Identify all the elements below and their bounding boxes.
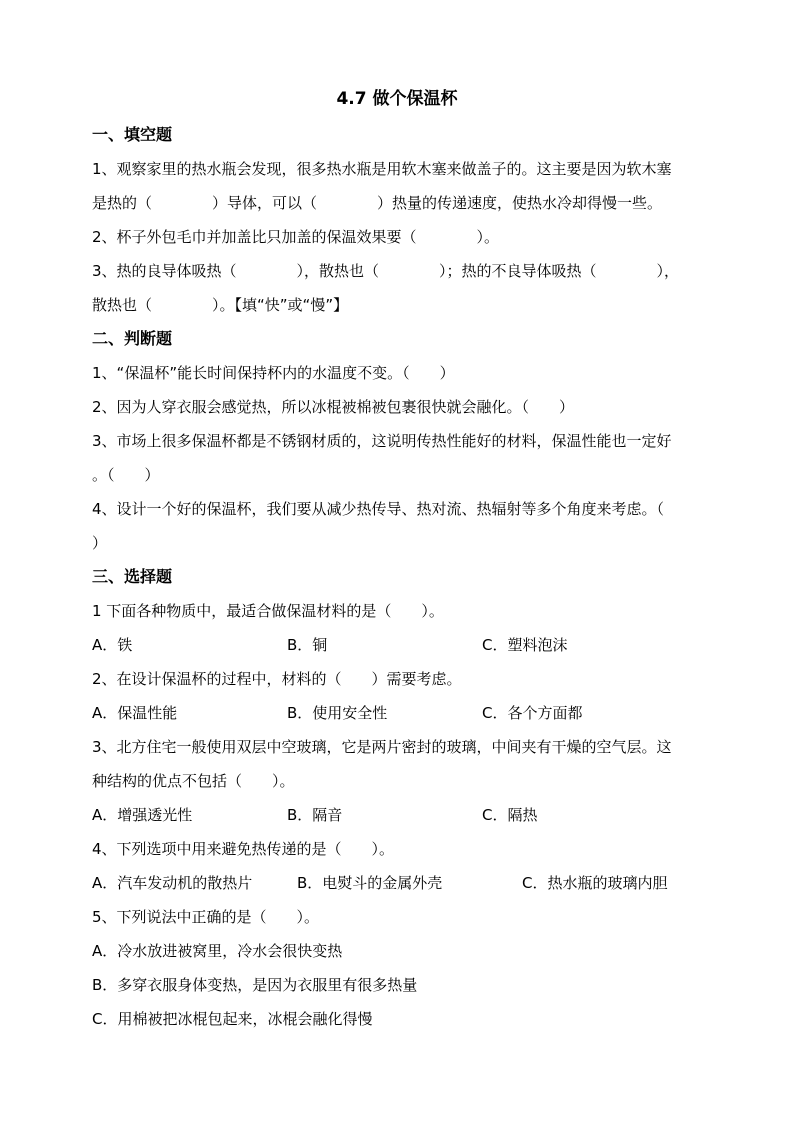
mc-q1-option-b: B．铜 (287, 636, 328, 654)
section-heading-true-false: 二、判断题 (92, 329, 173, 348)
mc-q1: 1 下面各种物质中，最适合做保温材料的是（ ）。 (92, 602, 444, 620)
fill-q3-line2: 散热也（ ）。【填“快”或“慢”】 (92, 296, 349, 314)
tf-q1: 1、“保温杯”能长时间保持杯内的水温度不变。（ ） (92, 364, 455, 382)
mc-q2-options (92, 696, 712, 730)
page-title: 4.7 做个保温杯 (336, 89, 458, 109)
mc-q5-option-c: C．用棉被把冰棍包起来，冰棍会融化得慢 (92, 1010, 373, 1028)
section-heading-fill-blank: 一、填空题 (92, 125, 173, 144)
tf-q3-line1: 3、市场上很多保温杯都是不锈钢材质的，这说明传热性能好的材料，保温性能也一定好 (92, 432, 672, 450)
mc-q3-line2: 种结构的优点不包括（ ）。 (92, 772, 295, 790)
tf-q4-line1: 4、设计一个好的保温杯，我们要从减少热传导、热对流、热辐射等多个角度来考虑。（ (92, 500, 665, 518)
mc-q5-option-a: A．冷水放进被窝里，冷水会很快变热 (92, 942, 343, 960)
mc-q5: 5、下列说法中正确的是（ ）。 (92, 908, 320, 926)
mc-q3-option-c: C．隔热 (482, 806, 538, 824)
mc-q3-option-b: B．隔音 (287, 806, 343, 824)
fill-q2: 2、杯子外包毛巾并加盖比只加盖的保温效果要（ ）。 (92, 228, 500, 246)
fill-q1-line1: 1、观察家里的热水瓶会发现，很多热水瓶是用软木塞来做盖子的。这主要是因为软木塞 (92, 160, 672, 178)
mc-q3-line1: 3、北方住宅一般使用双层中空玻璃，它是两片密封的玻璃，中间夹有干燥的空气层。这 (92, 738, 672, 756)
mc-q1-option-a: A．铁 (92, 636, 133, 654)
mc-q1-options (92, 628, 712, 662)
section-heading-multiple-choice: 三、选择题 (92, 567, 173, 586)
fill-q3-line1: 3、热的良导体吸热（ ），散热也（ ）；热的不良导体吸热（ ）， (92, 262, 680, 280)
mc-q5-option-b: B．多穿衣服身体变热，是因为衣服里有很多热量 (92, 976, 418, 994)
worksheet-content (92, 118, 712, 1036)
mc-q2-option-a: A．保温性能 (92, 704, 178, 722)
mc-q4-option-b: B．电熨斗的金属外壳 (297, 874, 443, 892)
tf-q3-line2: 。（ ） (92, 466, 160, 484)
mc-q2-option-c: C．各个方面都 (482, 704, 583, 722)
mc-q4-option-a: A．汽车发动机的散热片 (92, 874, 253, 892)
mc-q4-option-c: C．热水瓶的玻璃内胆 (522, 874, 668, 892)
mc-q2-option-b: B．使用安全性 (287, 704, 388, 722)
mc-q1-option-c: C．塑料泡沫 (482, 636, 568, 654)
mc-q3-options (92, 798, 712, 832)
tf-q4-line2: ） (92, 534, 108, 552)
mc-q2: 2、在设计保温杯的过程中，材料的（ ）需要考虑。 (92, 670, 462, 688)
mc-q4: 4、下列选项中用来避免热传递的是（ ）。 (92, 840, 395, 858)
mc-q4-options (92, 866, 712, 900)
tf-q2: 2、因为人穿衣服会感觉热，所以冰棍被棉被包裹很快就会融化。（ ） (92, 398, 575, 416)
mc-q3-option-a: A．增强透光性 (92, 806, 193, 824)
fill-q1-line2: 是热的（ ）导体，可以（ ）热量的传递速度，使热水冷却得慢一些。 (92, 194, 663, 212)
